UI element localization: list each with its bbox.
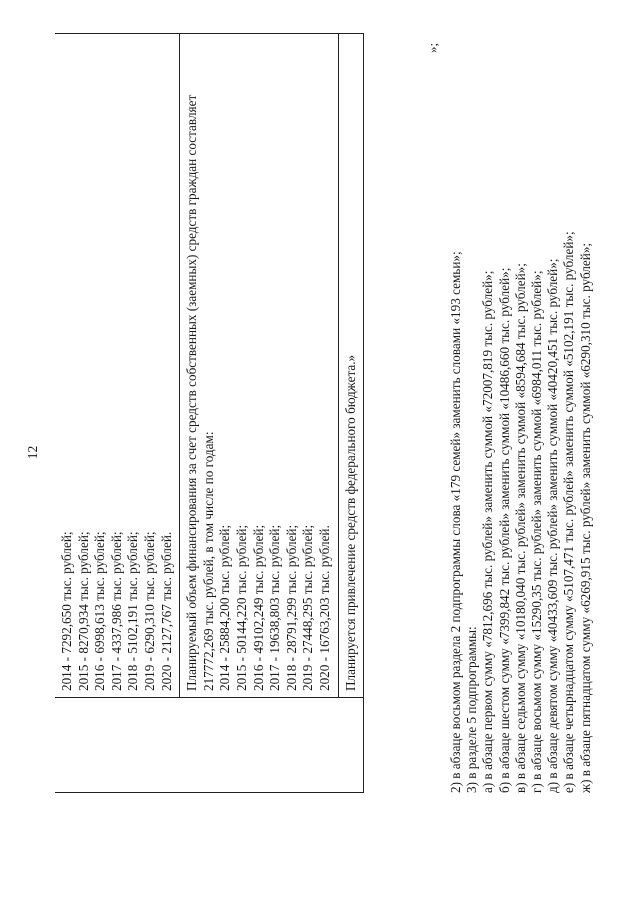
table-cell-own-funds	[180, 34, 338, 698]
table-line: 2020 - 16763,203 тыс. рублей.	[316, 525, 332, 691]
table-line: 2016 - 6998,613 тыс. рублей;	[92, 531, 108, 691]
table-left-cell	[55, 698, 364, 793]
amendment-line: е) в абзаце четырнадцатом сумму «5107,471 тыс. рублей» заменить суммой «5102,191 тыс. рублей»;	[561, 231, 577, 793]
table-row	[55, 34, 180, 793]
table-line: 2015 - 8270,934 тыс. рублей;	[75, 531, 91, 691]
table-line: Планируется привлечение средств федерального бюджета.»	[342, 354, 358, 691]
table-line: 2014 - 7292,650 тыс. рублей;	[59, 531, 74, 691]
table-line: 2018 - 28791,299 тыс. рублей;	[283, 524, 299, 691]
amendments-list	[448, 3, 594, 793]
table-line: 2019 - 27448,295 тыс. рублей;	[300, 524, 316, 691]
table-line: 2020 - 2127,767 тыс. рублей.	[158, 531, 174, 691]
table-line: 2019 - 6290,310 тыс. рублей;	[141, 531, 157, 691]
amendment-line: 2) в абзаце восьмом раздела 2 подпрограммы слова «179 семей» заменить словами «193 семьи»;	[448, 251, 463, 793]
financing-table	[55, 33, 364, 793]
table-cell-federal-budget	[338, 34, 364, 698]
page-number: 12	[25, 445, 40, 460]
amendment-line: д) в абзаце девятом сумму «40433,609 тыс. рублей» заменить суммой «40420,451 тыс. рублей»;	[545, 258, 561, 793]
amendment-line: в) в абзаце седьмом сумму «10180,040 тыс. рублей» заменить суммой «8594,684 тыс. рублей»;	[512, 263, 528, 793]
amendment-line: 3) в разделе 5 подпрограммы:	[464, 626, 480, 793]
table-row	[338, 34, 364, 793]
closing-quote: »;	[425, 42, 440, 53]
table-line: 2014 - 25884,200 тыс. рублей;	[217, 524, 233, 691]
table-line: 2017 - 19638,803 тыс. рублей;	[267, 524, 283, 691]
table-line: 2017 - 4337,986 тыс. рублей;	[108, 531, 124, 691]
amendment-line: г) в абзаце восьмом сумму «15290,35 тыс. рублей» заменить суммой «6984,011 тыс. рублей»;	[529, 270, 545, 793]
table-row	[180, 34, 338, 793]
table-paragraph: Планируемый объем финансирования за счет средств собственных (заемных) средств граждан составляет 217772,269 тыс. рублей, в том числе по годам:	[184, 94, 216, 691]
amendment-line: а) в абзаце первом сумму «7812,696 тыс. рублей» заменить суммой «72007,819 тыс. рублей»;	[480, 270, 496, 793]
table-line: 2016 - 49102,249 тыс. рублей;	[250, 524, 266, 691]
table-cell-budget-by-year	[55, 34, 180, 698]
amendment-line: ж) в абзаце пятнадцатом сумму «6269,915 тыс. рублей» заменить суммой «6290,310 тыс. рублей»;	[577, 242, 593, 793]
table-line: 2015 - 50144,220 тыс. рублей;	[233, 524, 249, 691]
table-line: 2018 - 5102,191 тыс. рублей;	[125, 531, 141, 691]
amendment-line: б) в абзаце шестом сумму «7399,842 тыс. рублей» заменить суммой «10486,660 тыс. рублей»;	[496, 267, 512, 793]
